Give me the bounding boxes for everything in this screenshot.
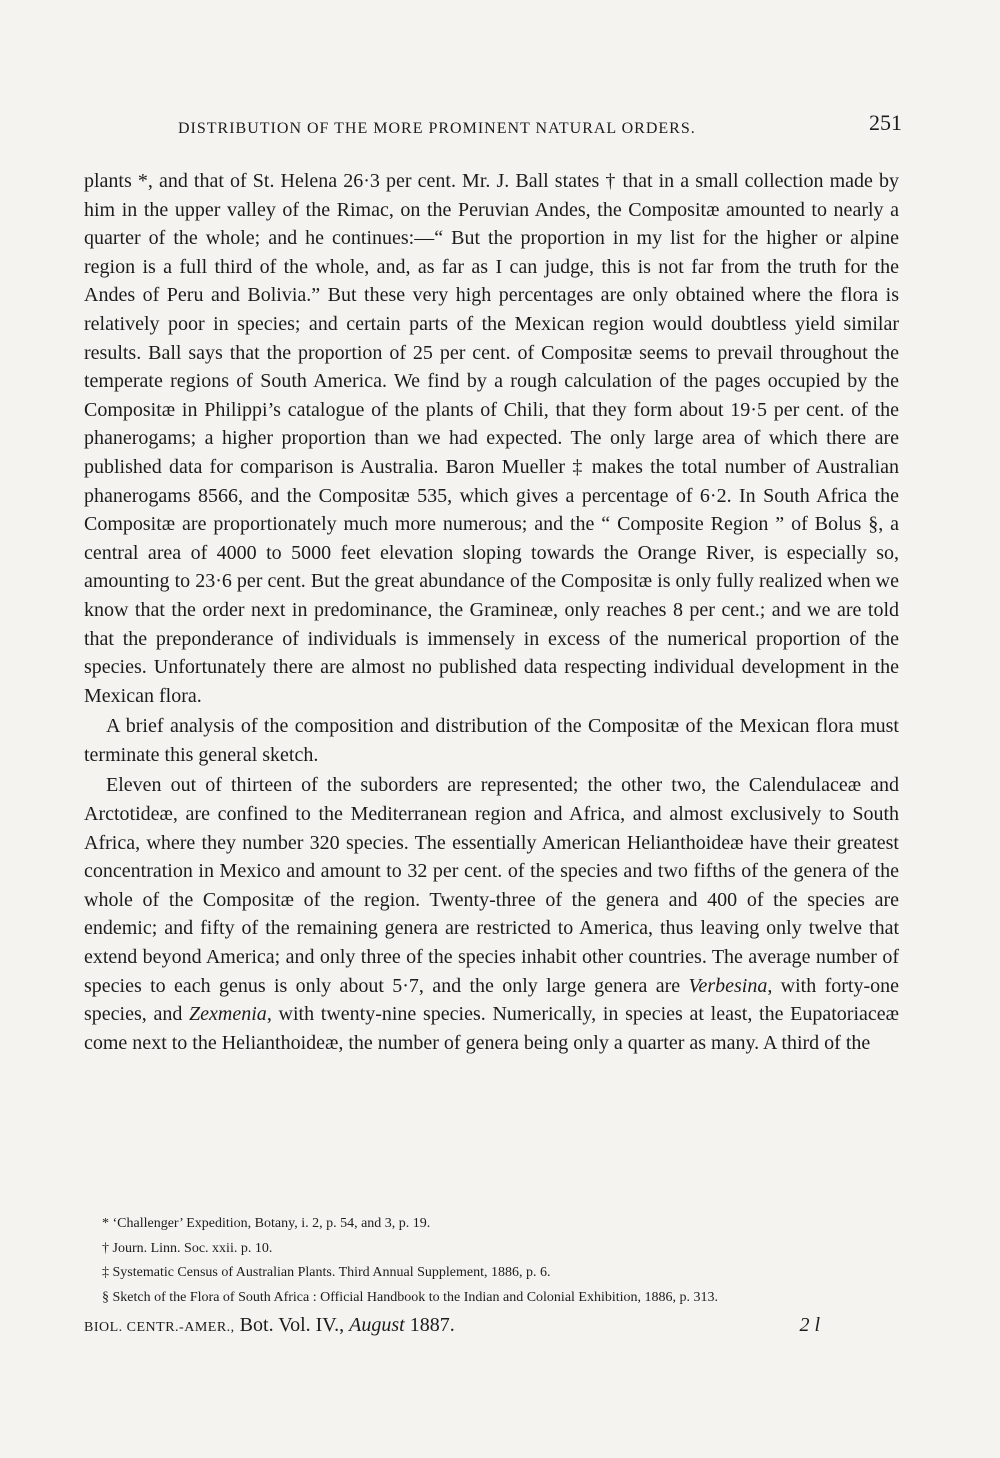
running-header [178, 110, 902, 138]
footnote: ‡ Systematic Census of Australian Plants. Third Annual Supplement, 1886, p. 6. [102, 1265, 551, 1280]
signature-mark: 2 l [799, 1314, 820, 1336]
volume-label: Bot. Vol. IV., [239, 1314, 345, 1336]
paragraph [84, 712, 899, 769]
paragraph [84, 771, 899, 1057]
paragraph-text: , with twenty-nine species. Numerically, in species at least, the Eupatoriaceæ come next to the Helianthoideæ, the number of genera being only a quarter as many. A third of the [84, 1003, 899, 1054]
paragraph [84, 167, 899, 710]
footnote: * ‘Challenger’ Expedition, Botany, i. 2, p. 54, and 3, p. 19. [102, 1216, 431, 1231]
paragraph-text: Eleven out of thirteen of the suborders are represented; the other two, the Calendulaceæ and Arctotideæ, are confined to the Mediterranean region and Africa, and almost exclusively to South Africa, where they number 320 species. The essentially American Helianthoideæ have their greatest concentration in Mexico and amount to 32 per cent. of the species and two fifths of the genera of the whole of the Compositæ of the region. Twenty-three of the genera and 400 of the species are endemic; and fifty of the remaining genera are restricted to America, thus leaving only twelve that extend beyond America; and only three of the species inhabit other countries. The average number of species to each genus is only about 5·7, and the only large genera are [84, 774, 899, 997]
body-text [84, 167, 899, 1057]
genus-name: Zexmenia [189, 1003, 267, 1026]
footnote: † Journ. Linn. Soc. xxii. p. 10. [102, 1240, 273, 1256]
footnote: § Sketch of the Flora of South Africa : Official Handbook to the Indian and Colonial Exhibition, 1886, p. 313. [102, 1289, 719, 1305]
paragraph-text: plants *, and that of St. Helena 26·3 per cent. Mr. J. Ball states † that in a small collection made by him in the upper valley of the Rimac, on the Peruvian Andes, the Compositæ amounted to nearly a quarter of the whole; and he continues:—“ But the proportion in my list for the higher or alpine region is a full third of the whole, and, as far as I can judge, this is not far from the truth for the Andes of Peru and Bolivia.” But these very high percentages are only obtained where the flora is relatively poor in species; and certain parts of the Mexican region would doubtless yield similar results. Ball says that the proportion of 25 per cent. of Compositæ seems to prevail throughout the temperate regions of South America. We find by a rough calculation of the pages occupied by the Compositæ in Philippi’s catalogue of the plants of Chili, that they form about 19·5 per cent. of the phanerogams; a higher proportion than we had expected. The only large area of which there are published data for comparison is Australia. Baron Mueller ‡ makes the total number of Australian phanerogams 8566, and the Compositæ 535, which gives a percentage of 6·2. In South Africa the Compositæ are proportionately much more numerous; and the “ Composite Region ” of Bolus §, a central area of 4000 to 5000 feet elevation sloping towards the Orange River, is especially so, amounting to 23·6 per cent. But the great abundance of the Compositæ is only fully realized when we know that the order next in predominance, the Gramineæ, only reaches 8 per cent.; and we are told that the preponderance of individuals is immensely in excess of the numerical proportion of the species. Unfortunately there are almost no published data respecting individual development in the Mexican flora. [84, 170, 899, 707]
genus-name: Verbesina [688, 974, 768, 997]
page-number: 251 [869, 110, 902, 135]
issue-year: 1887. [409, 1314, 455, 1336]
paragraph-text: , with forty-one species, and [84, 974, 899, 1026]
paragraph-text: A brief analysis of the composition and distribution of the Compositæ of the Mexican flora must terminate this general sketch. [84, 715, 899, 766]
series-title: BIOL. CENTR.-AMER., [84, 1320, 235, 1335]
running-title: DISTRIBUTION OF THE MORE PROMINENT NATURAL ORDERS. [178, 120, 696, 137]
footnotes [102, 1212, 902, 1310]
page-footer [84, 1314, 820, 1337]
issue-month: August [349, 1314, 405, 1336]
